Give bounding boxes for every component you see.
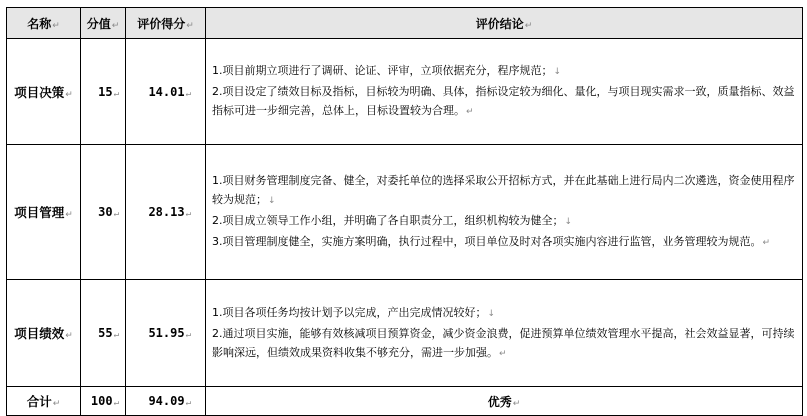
conclusion-line: 1.项目前期立项进行了调研、论证、评审，立项依据充分，程序规范；↓ xyxy=(212,64,562,77)
row-got: 14.01↵ xyxy=(126,39,206,145)
header-name: 名称↵ xyxy=(7,8,81,39)
row-got: 51.95↵ xyxy=(126,280,206,387)
table-row xyxy=(7,39,803,145)
row-conclusion xyxy=(206,280,803,387)
total-conclusion: 优秀↵ xyxy=(206,387,803,416)
total-score: 100↵ xyxy=(81,387,126,416)
conclusion-line: 2.项目成立领导工作小组，并明确了各自职责分工，组织机构较为健全；↓ xyxy=(212,214,573,227)
header-got: 评价得分↵ xyxy=(126,8,206,39)
evaluation-table xyxy=(6,7,803,416)
total-got: 94.09↵ xyxy=(126,387,206,416)
conclusion-line: 3.项目管理制度健全，实施方案明确，执行过程中，项目单位及时对各项实施内容进行监管，业务管理较为规范。↵ xyxy=(212,235,771,248)
row-score: 30↵ xyxy=(81,145,126,280)
row-score: 15↵ xyxy=(81,39,126,145)
total-row xyxy=(7,387,803,416)
conclusion-line: 2.项目设定了绩效目标及指标，目标较为明确、具体，指标设定较为细化、量化，与项目现实需求一致，质量指标、效益指标可进一步细完善，总体上，目标设置较为合理。↵ xyxy=(212,85,795,117)
header-row xyxy=(7,8,803,39)
header-conclusion: 评价结论↵ xyxy=(206,8,803,39)
conclusion-line: 1.项目财务管理制度完备、健全，对委托单位的选择采取公开招标方式，并在此基础上进行局内二次遴选，资金使用程序较为规范；↓ xyxy=(212,174,795,206)
header-score: 分值↵ xyxy=(81,8,126,39)
row-name: 项目绩效↵ xyxy=(7,280,81,387)
row-name: 项目决策↵ xyxy=(7,39,81,145)
conclusion-line: 1.项目各项任务均按计划予以完成，产出完成情况较好；↓ xyxy=(212,305,496,319)
table-row xyxy=(7,280,803,387)
row-score: 55↵ xyxy=(81,280,126,387)
conclusion-line: 2.通过项目实施，能够有效核减项目预算资金，减少资金浪费，促进预算单位绩效管理水平提高，社会效益显著，可持续影响深远，但绩效成果资料收集不够充分，需进一步加强。↵ xyxy=(212,326,795,359)
table-row xyxy=(7,145,803,280)
total-name: 合计↵ xyxy=(7,387,81,416)
row-conclusion xyxy=(206,145,803,280)
row-name: 项目管理↵ xyxy=(7,145,81,280)
row-conclusion xyxy=(206,39,803,145)
row-got: 28.13↵ xyxy=(126,145,206,280)
